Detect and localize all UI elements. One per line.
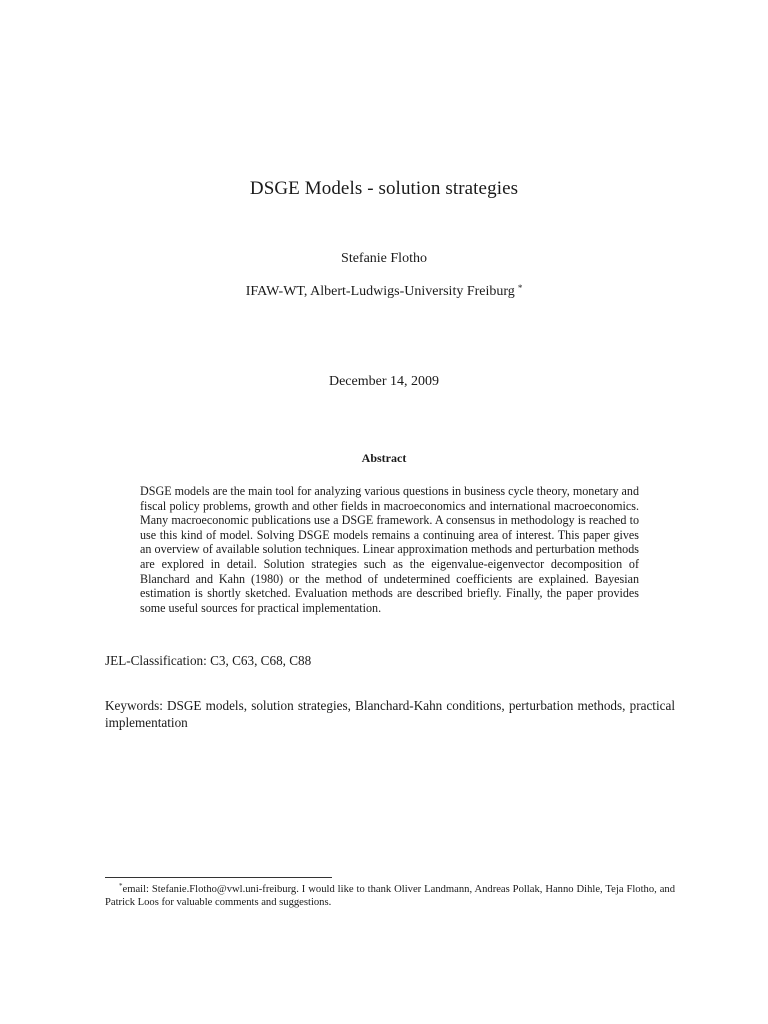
affiliation-footnote-mark: * [517, 283, 523, 293]
author-affiliation [0, 283, 768, 300]
footnote [105, 880, 675, 909]
abstract-heading: Abstract [361, 451, 407, 465]
paper-title: DSGE Models - solution strategies [249, 178, 519, 199]
author-name: Stefanie Flotho [341, 251, 427, 266]
footnote-text: email: Stefanie.Flotho@vwl.uni-freiburg. I would like to thank Oliver Landmann, Andreas Pollak, Hanno Dihle, Teja Flotho, and Patrick Loos for valuable comments and suggestions. [105, 884, 675, 908]
affiliation-text: IFAW-WT, Albert-Ludwigs-University Freiburg [245, 284, 515, 299]
keywords: Keywords: DSGE models, solution strategies, Blanchard-Kahn conditions, perturbation methods, practical implementation [105, 698, 675, 730]
footnote-divider [105, 877, 332, 878]
abstract-text: DSGE models are the main tool for analyzing various questions in business cycle theory, monetary and fiscal policy problems, growth and other fields in macroeconomics and international macroeconomics. Many macroeconomic publications use a DSGE framework. A consensus in methodology is reached to use this kind of model. Solving DSGE models remains a continuing area of interest. This paper gives an overview of available solution techniques. Linear approximation methods and perturbation methods are explored in detail. Solution strategies such as the eigenvalue-eigenvector decomposition of Blanchard and Kahn (1980) or the method of undetermined coefficients are explained. Bayesian estimation is shortly sketched. Evaluation methods are described briefly. Finally, the paper provides some useful sources for practical implementation. [140, 484, 639, 615]
jel-classification: JEL-Classification: C3, C63, C68, C88 [105, 653, 312, 668]
footnote-mark: * [119, 882, 123, 890]
paper-date: December 14, 2009 [328, 374, 440, 389]
